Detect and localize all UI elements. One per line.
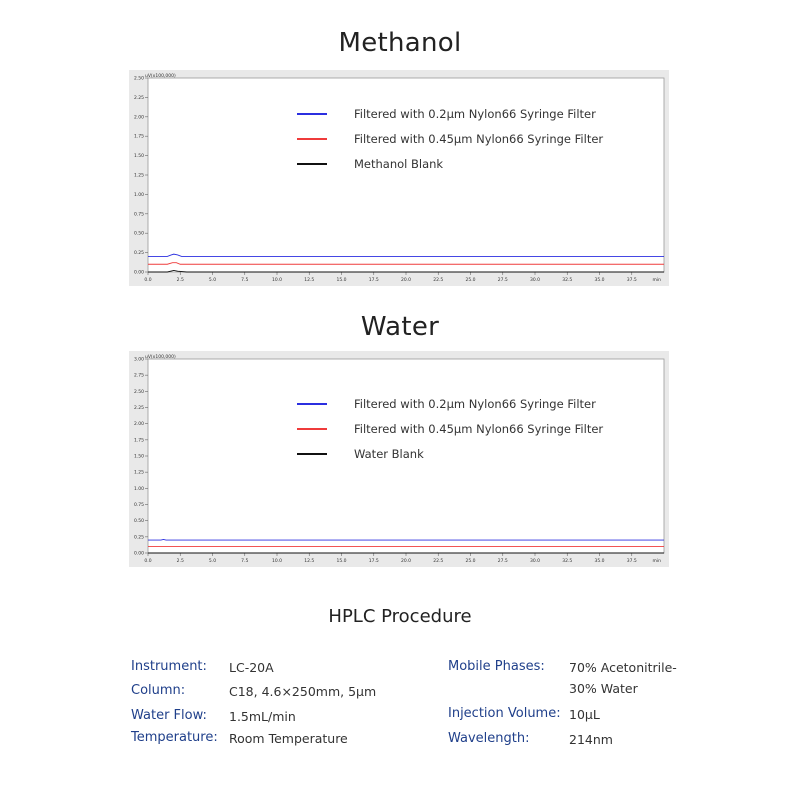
x-tick-label: 10.0 [271,559,283,564]
x-tick-label: 37.5 [626,278,637,283]
y-tick-label: 0.75 [133,212,144,218]
y-tick-label: 0.75 [133,503,144,508]
y-unit-label: uV(x100,000) [145,74,176,79]
mobile-phases-value: 70% Acetonitrile- [569,660,677,675]
x-tick-label: 12.5 [304,559,315,564]
y-tick-label: 1.75 [133,134,144,140]
methanol-chart-svg [129,70,669,286]
mobile-phases-value-line2: 30% Water [569,681,638,696]
water-title: Water [360,312,440,342]
methanol-chart [129,70,669,286]
y-tick-label: 2.25 [133,406,144,411]
y-tick-label: 1.75 [133,438,144,444]
x-tick-label: 5.0 [208,278,217,283]
water-flow-value: 1.5mL/min [229,709,296,724]
x-tick-label: 0.0 [144,559,152,564]
y-tick-label: 0.00 [133,551,144,557]
legend-label: Filtered with 0.45µm Nylon66 Syringe Filter [354,132,604,146]
x-tick-label: 32.5 [562,559,573,564]
y-tick-label: 2.50 [133,76,144,82]
y-tick-label: 3.00 [133,357,144,363]
methanol-title: Methanol [338,28,462,58]
y-tick-label: 0.00 [133,270,144,276]
x-unit-label: min [652,278,661,283]
y-tick-label: 0.50 [133,519,144,525]
legend-swatch-red [297,138,327,140]
x-tick-label: 7.5 [241,278,249,283]
x-tick-label: 20.0 [400,278,412,283]
x-tick-label: 15.0 [336,278,347,283]
x-tick-label: 2.5 [176,278,184,283]
column-value: C18, 4.6×250mm, 5µm [229,684,377,699]
y-tick-label: 2.50 [133,389,144,395]
y-tick-label: 1.00 [133,192,144,198]
x-tick-label: 30.0 [529,559,541,564]
x-tick-label: 15.0 [336,559,347,564]
legend-swatch-black [297,453,327,455]
x-tick-label: 22.5 [433,559,444,564]
x-tick-label: 2.5 [176,559,184,564]
wavelength-value: 214nm [569,732,613,747]
legend-swatch-blue [297,113,327,115]
injection-volume-value: 10µL [569,707,600,722]
x-tick-label: 5.0 [208,559,217,564]
legend-swatch-blue [297,403,327,405]
y-tick-label: 1.25 [133,173,144,179]
x-tick-label: 17.5 [368,278,379,283]
y-tick-label: 2.00 [133,422,144,428]
legend-label: Filtered with 0.2µm Nylon66 Syringe Filter [354,397,596,411]
x-tick-label: 17.5 [368,559,379,564]
x-tick-label: 27.5 [497,559,508,564]
mobile-phases-label: Mobile Phases: [448,659,545,674]
legend-label: Water Blank [354,447,424,461]
column-label: Column: [131,683,186,698]
y-tick-label: 2.25 [133,95,144,101]
injection-volume-label: Injection Volume: [448,706,561,721]
y-tick-label: 1.25 [133,470,144,476]
x-tick-label: 27.5 [497,278,508,283]
procedure-title: HPLC Procedure [328,606,472,627]
temperature-label: Temperature: [131,730,218,745]
temperature-value: Room Temperature [229,731,348,746]
y-tick-label: 1.50 [133,454,144,460]
x-tick-label: 25.0 [465,559,476,564]
legend-label: Filtered with 0.2µm Nylon66 Syringe Filter [354,107,596,121]
y-tick-label: 2.75 [133,373,144,379]
legend-swatch-black [297,163,327,165]
y-tick-label: 2.00 [133,115,144,121]
x-tick-label: 22.5 [433,278,444,283]
instrument-value: LC-20A [229,660,274,675]
x-tick-label: 25.0 [465,278,476,283]
x-tick-label: 0.0 [144,278,152,283]
x-tick-label: 32.5 [562,278,573,283]
x-tick-label: 35.0 [594,559,605,564]
y-tick-label: 0.25 [133,251,144,257]
x-tick-label: 20.0 [400,559,412,564]
y-tick-label: 0.50 [133,231,144,237]
y-unit-label: uV(x100,000) [145,355,176,360]
x-tick-label: 7.5 [241,559,249,564]
y-tick-label: 0.25 [133,535,144,541]
x-tick-label: 30.0 [529,278,541,283]
instrument-label: Instrument: [131,659,207,674]
wavelength-label: Wavelength: [448,731,530,746]
x-unit-label: min [652,559,661,564]
legend-swatch-red [297,428,327,430]
x-tick-label: 37.5 [626,559,637,564]
legend-label: Methanol Blank [354,157,444,171]
y-tick-label: 1.00 [133,486,144,492]
x-tick-label: 35.0 [594,278,605,283]
x-tick-label: 10.0 [271,278,283,283]
legend-label: Filtered with 0.45µm Nylon66 Syringe Filter [354,422,604,436]
y-tick-label: 1.50 [133,154,144,160]
water-flow-label: Water Flow: [131,708,207,723]
x-tick-label: 12.5 [304,278,315,283]
